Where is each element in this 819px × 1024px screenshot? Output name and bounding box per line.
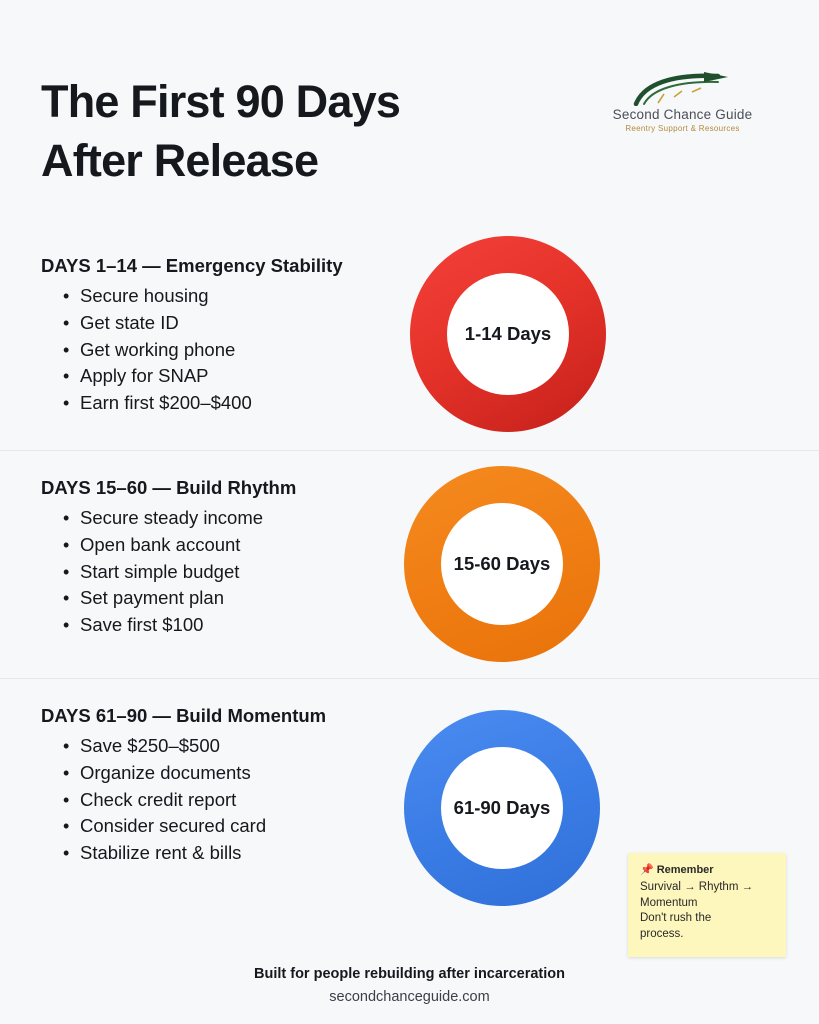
list-item: • Open bank account: [80, 532, 263, 559]
list-item: • Secure housing: [80, 283, 252, 310]
phase-heading-3: DAYS 61–90 — Build Momentum: [41, 705, 327, 726]
phase-badge-label-2: 15-60 Days: [453, 553, 551, 574]
phase-donut-3: [404, 710, 600, 906]
phase-section-1: [0, 229, 819, 450]
sticky-note-body: [640, 880, 774, 942]
page-title-line2: After Release: [41, 135, 319, 187]
phase-section-2: [0, 451, 819, 672]
phase-heading-2: DAYS 15–60 — Build Rhythm: [41, 477, 297, 498]
list-item: • Stabilize rent & bills: [80, 840, 266, 867]
sticky-note: [628, 853, 786, 957]
sticky-note-line-3: Don't rush the: [640, 912, 712, 924]
phase-donut-hole-3: [441, 747, 563, 869]
sticky-note-title-row: [640, 863, 774, 876]
road-curve-icon: [600, 70, 765, 106]
phase-donut-1: [410, 236, 606, 432]
list-item: • Consider secured card: [80, 813, 266, 840]
list-item: • Earn first $200–$400: [80, 390, 252, 417]
list-item: • Get state ID: [80, 310, 252, 337]
logo-tagline: Reentry Support & Resources: [625, 124, 740, 133]
pushpin-icon: 📌: [640, 864, 654, 876]
list-item: • Organize documents: [80, 760, 266, 787]
phase-donut-hole-1: [447, 273, 569, 395]
list-item: • Start simple budget: [80, 559, 263, 586]
list-item: • Save $250–$500: [80, 733, 266, 760]
header: [0, 62, 819, 212]
sticky-note-title: Remember: [656, 863, 714, 876]
list-item: • Save first $100: [80, 612, 263, 639]
page-title: [41, 72, 561, 191]
page-title-line1: The First 90 Days: [41, 76, 401, 127]
list-item: • Apply for SNAP: [80, 363, 252, 390]
phase-donut-2: [404, 466, 600, 662]
phase-task-list-2: [58, 505, 263, 639]
sticky-note-line-1: Survival → Rhythm →: [640, 881, 754, 893]
list-item: • Set payment plan: [80, 585, 263, 612]
phase-task-list-1: [58, 283, 252, 417]
list-item: • Check credit report: [80, 787, 266, 814]
brand-logo: [600, 70, 765, 142]
footer-tagline: Built for people rebuilding after incarceration: [254, 966, 565, 982]
phase-badge-label-1: 1-14 Days: [464, 323, 552, 344]
logo-name: Second Chance Guide: [612, 107, 753, 122]
footer-url[interactable]: secondchanceguide.com: [329, 989, 490, 1005]
list-item: • Secure steady income: [80, 505, 263, 532]
sticky-note-line-2: Momentum: [640, 896, 698, 909]
phase-heading-1: DAYS 1–14 — Emergency Stability: [41, 255, 343, 276]
phase-task-list-3: [58, 733, 266, 867]
phase-badge-label-3: 61-90 Days: [453, 797, 551, 818]
footer: [0, 966, 819, 1005]
phase-donut-hole-2: [441, 503, 563, 625]
sticky-note-line-4: process.: [640, 927, 684, 940]
list-item: • Get working phone: [80, 337, 252, 364]
